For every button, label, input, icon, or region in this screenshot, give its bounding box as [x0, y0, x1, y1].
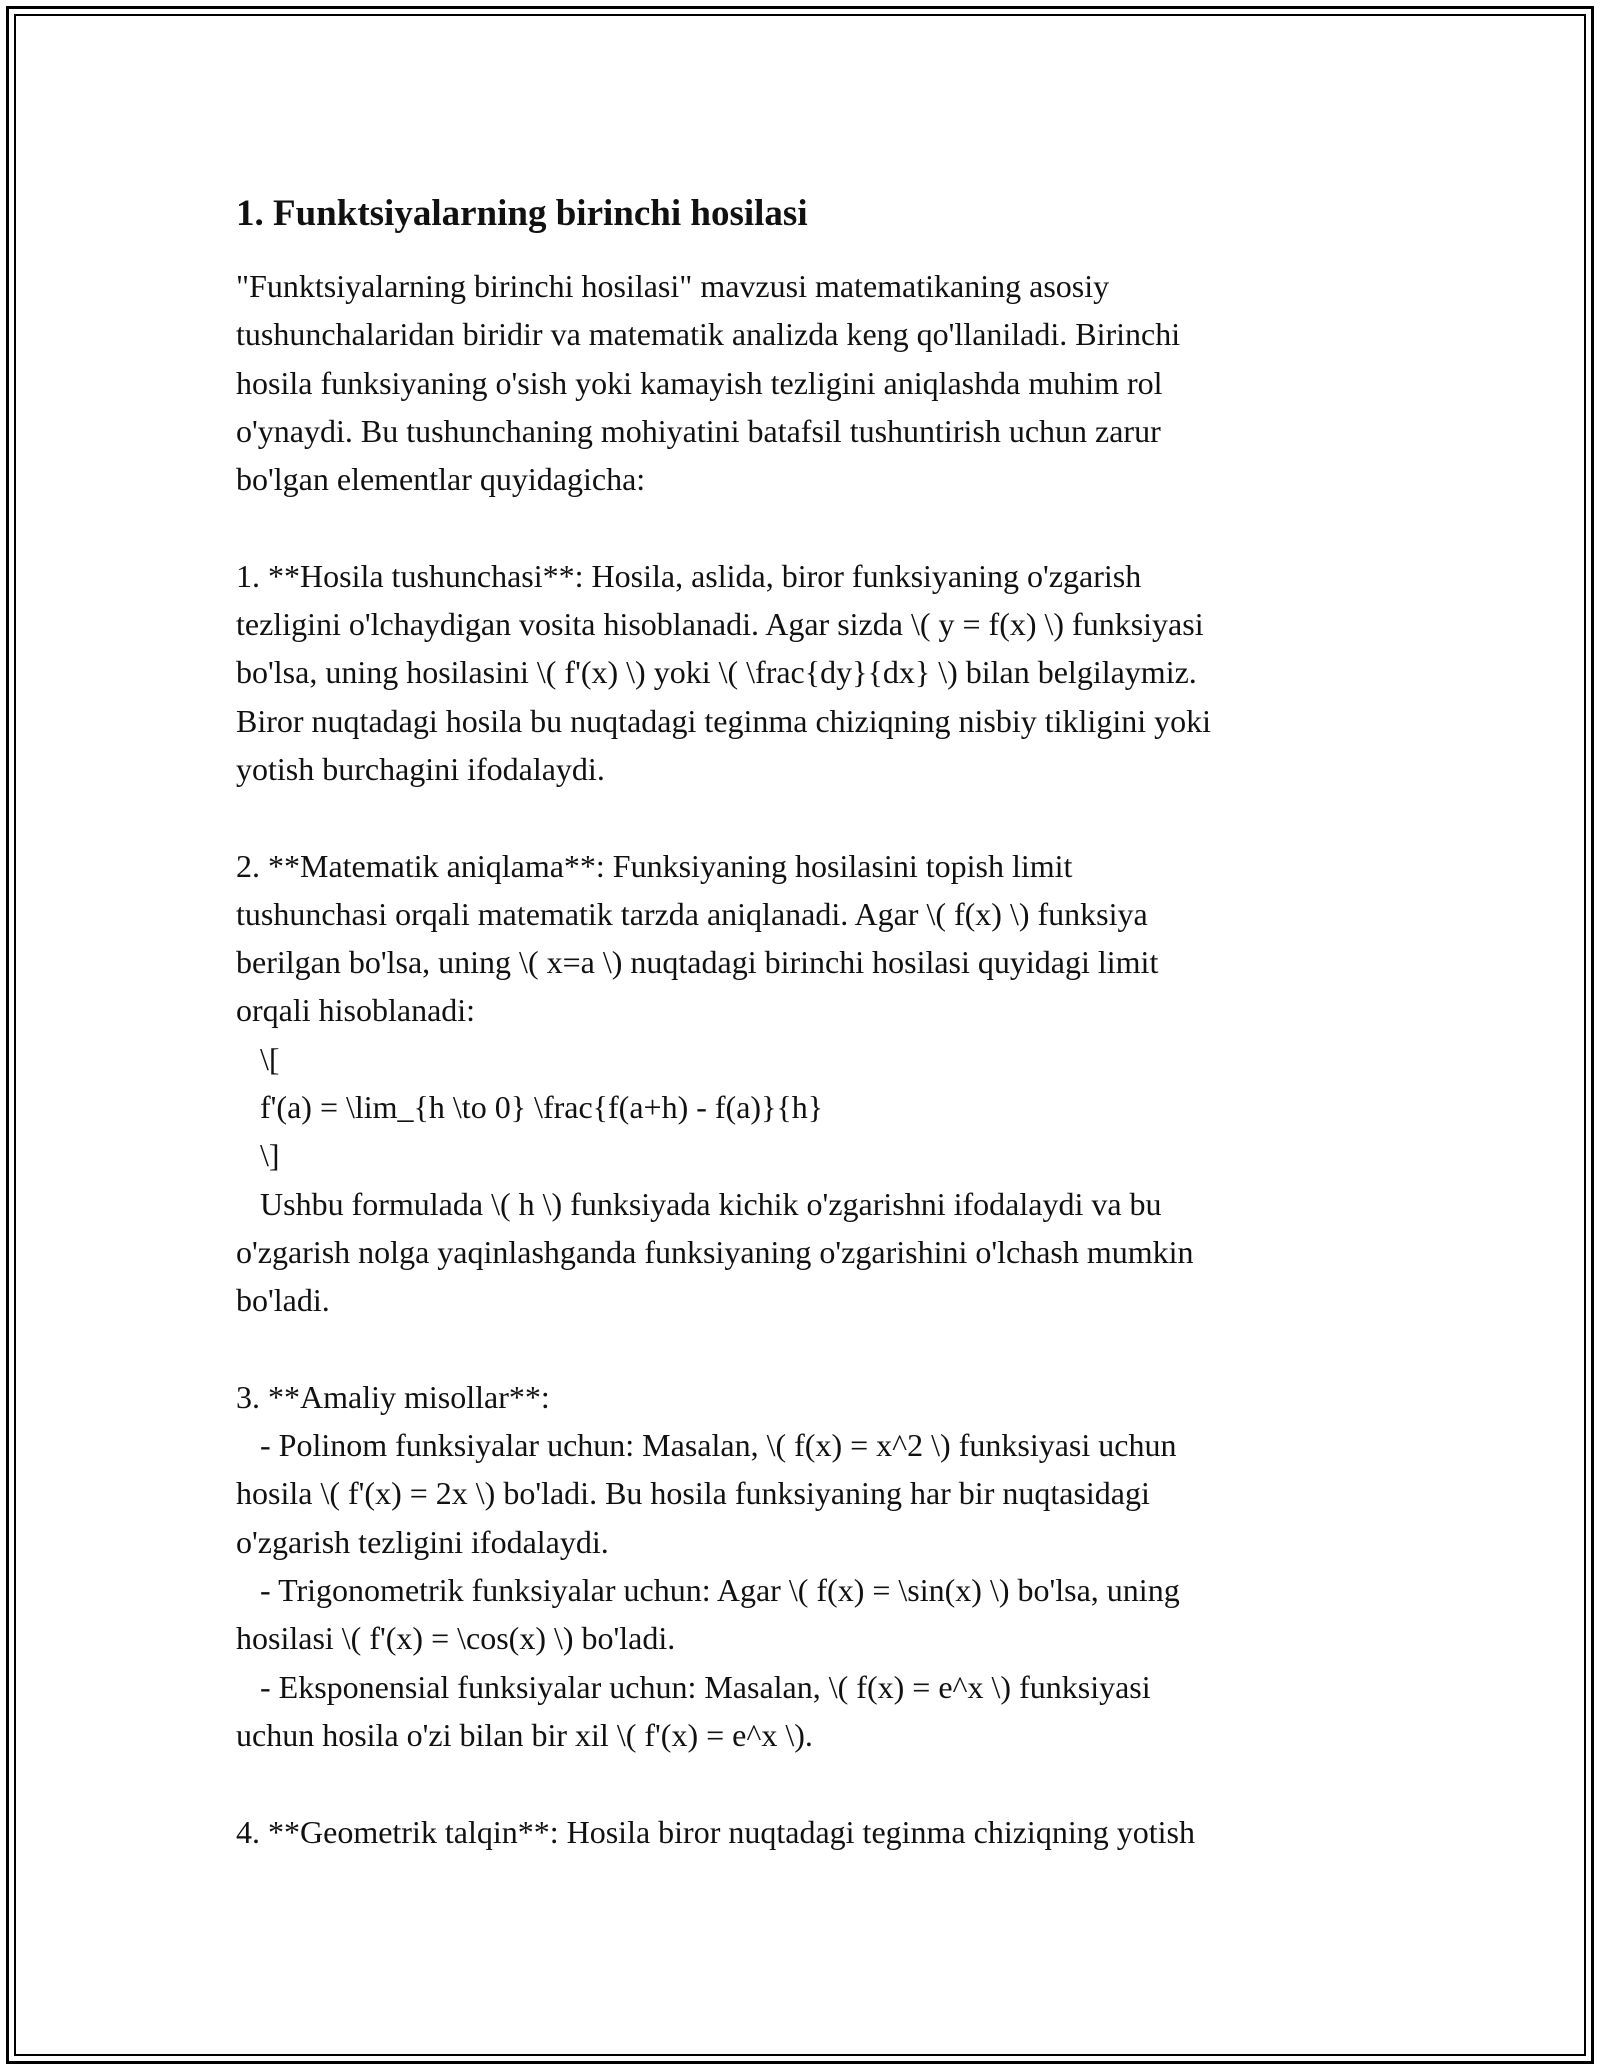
document-content	[236, 188, 1376, 1856]
document-title: 1. Funktsiyalarning birinchi hosilasi	[236, 193, 808, 234]
document-body: "Funktsiyalarning birinchi hosilasi" mavzusi matematikaning asosiy tushunchalaridan biridir va matematik analizda keng qo'llaniladi. Birinchi hosila funksiyaning o'sish yoki kamayish tezligini aniqlashda muhim rol o'ynaydi. Bu tushunchaning mohiyatini batafsil tushuntirish uchun zarur bo'lgan elementlar quyidagicha: 1. **Hosila tushunchasi**: Hosila, aslida, biror funksiyaning o'zgarish tezligini o'lchaydigan vosita hisoblanadi. Agar sizda \( y = f(x) \) funksiyasi bo'lsa, uning hosilasini \( f'(x) \) yoki \( \frac{dy}{dx} \) bilan belgilaymiz. Biror nuqtadagi hosila bu nuqtadagi teginma chiziqning nisbiy tikligini yoki yotish burchagini ifodalaydi. 2. **Matematik aniqlama**: Funksiyaning hosilasini topish limit tushunchasi orqali matematik tarzda aniqlanadi. Agar \( f(x) \) funksiya berilgan bo'lsa, uning \( x=a \) nuqtadagi birinchi hosilasi quyidagi limit orqali hisoblanadi: \[ f'(a) = \lim_{h \to 0} \frac{f(a+h) - f(a)}{h} \] Ushbu formulada \( h \) funksiyada kichik o'zgarishni ifodalaydi va bu o'zgarish nolga yaqinlashganda funksiyaning o'zgarishini o'lchash mumkin bo'ladi. 3. **Amaliy misollar**: - Polinom funksiyalar uchun: Masalan, \( f(x) = x^2 \) funksiyasi uchun hosila \( f'(x) = 2x \) bo'ladi. Bu hosila funksiyaning har bir nuqtasidagi o'zgarish tezligini ifodalaydi. - Trigonometrik funksiyalar uchun: Agar \( f(x) = \sin(x) \) bo'lsa, uning hosilasi \( f'(x) = \cos(x) \) bo'ladi. - Eksponensial funksiyalar uchun: Masalan, \( f(x) = e^x \) funksiyasi uchun hosila o'zi bilan bir xil \( f'(x) = e^x \). 4. **Geometrik talqin**: Hosila biror nuqtadagi teginma chiziqning yotish	[236, 268, 1211, 1850]
